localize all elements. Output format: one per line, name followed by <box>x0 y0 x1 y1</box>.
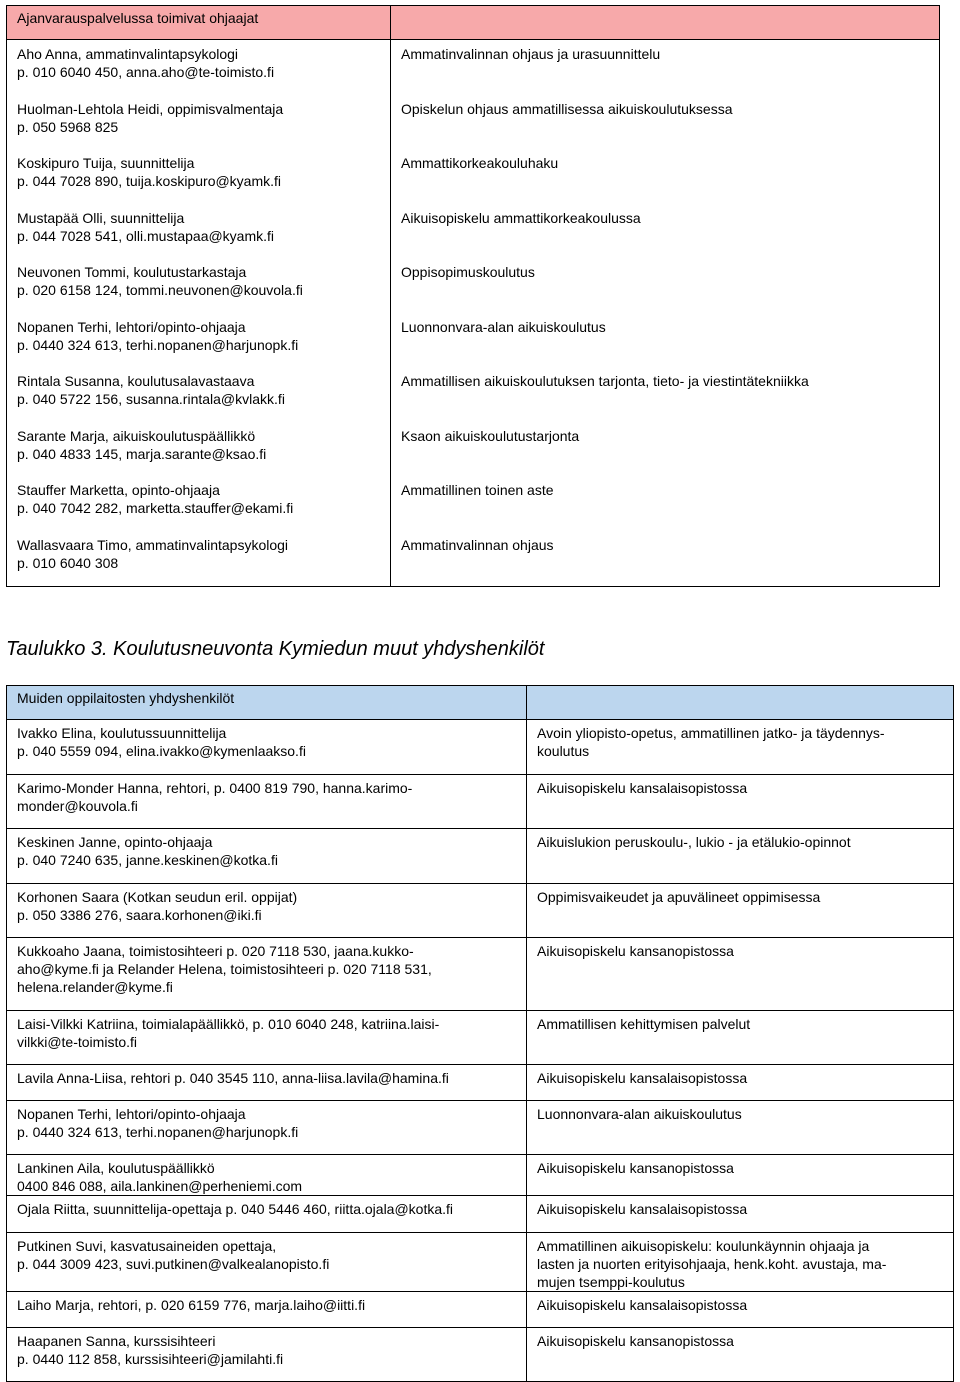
institution-topic-cell <box>527 720 954 775</box>
advisors-topics-cell <box>391 40 940 587</box>
institution-contact-cell <box>7 1292 527 1328</box>
other-institutions-header-right <box>527 686 954 720</box>
table-row <box>7 720 954 775</box>
institution-topic: Aikuislukion peruskoulu-, lukio - ja etälukio-opinnot <box>537 834 851 850</box>
institution-topic-cell <box>527 884 954 938</box>
advisor-contact: Rintala Susanna, koulutusalavastaava p. 040 5722 156, susanna.rintala@kvlakk.fi <box>17 373 285 407</box>
institution-contact-cell <box>7 1065 527 1101</box>
institution-contact-cell <box>7 1011 527 1065</box>
institution-contact-cell <box>7 1328 527 1382</box>
institution-topic: Aikuisopiskelu kansanopistossa <box>537 1333 734 1349</box>
advisor-topic: Luonnonvara-alan aikuiskoulutus <box>401 318 606 335</box>
institution-topic: Aikuisopiskelu kansalaisopistossa <box>537 780 748 796</box>
institution-contact-cell <box>7 1155 527 1196</box>
advisor-contact: Nopanen Terhi, lehtori/opinto-ohjaaja p. 0440 324 613, terhi.nopanen@harjunopk.fi <box>17 318 299 353</box>
table-row <box>7 775 954 829</box>
advisors-table <box>6 5 940 587</box>
advisor-topic: Ammatillisen aikuiskoulutuksen tarjonta, tieto- ja viestintätekniikka <box>401 373 809 389</box>
table-row <box>7 1328 954 1382</box>
advisor-topic: Aikuisopiskelu ammattikorkeakoulussa <box>401 209 641 226</box>
institution-contact: Korhonen Saara (Kotkan seudun eril. oppijat) p. 050 3386 276, saara.korhonen@iki.fi <box>17 889 298 923</box>
institution-topic-cell <box>527 938 954 1011</box>
table-row <box>7 1155 954 1196</box>
table-row <box>7 1011 954 1065</box>
advisor-topic: Ammatillinen toinen aste <box>401 482 554 498</box>
table-row <box>7 884 954 938</box>
institution-contact: Haapanen Sanna, kurssisihteeri p. 0440 112 858, kurssisihteeri@jamilahti.fi <box>17 1333 284 1367</box>
table-row <box>7 1101 954 1155</box>
institution-topic: Avoin yliopisto-opetus, ammatillinen jatko- ja täydennys- koulutus <box>537 725 885 759</box>
table-row <box>7 1233 954 1292</box>
advisors-header-left: Ajanvarauspalvelussa toimivat ohjaajat <box>7 6 391 40</box>
institution-contact: Keskinen Janne, opinto-ohjaaja p. 040 7240 635, janne.keskinen@kotka.fi <box>17 834 278 868</box>
table-row <box>7 829 954 884</box>
institution-contact-cell <box>7 720 527 775</box>
institution-topic: Ammatillinen aikuisopiskelu: koulunkäynnin ohjaaja ja lasten ja nuorten erityisohjaaja, henk.koht. avustaja, ma- mujen tsemppi-koulutus <box>537 1238 887 1290</box>
advisor-contact: Sarante Marja, aikuiskoulutuspäällikkö p. 040 4833 145, marja.sarante@ksao.fi <box>17 427 267 462</box>
institution-topic-cell <box>527 1292 954 1328</box>
institution-contact: Ivakko Elina, koulutussuunnittelija p. 040 5559 094, elina.ivakko@kymenlaakso.fi <box>17 725 306 759</box>
institution-contact: Putkinen Suvi, kasvatusaineiden opettaja, p. 044 3009 423, suvi.putkinen@valkealanopisto.fi <box>17 1238 330 1272</box>
advisor-topic: Opiskelun ohjaus ammatillisessa aikuiskoulutuksessa <box>401 100 733 117</box>
advisors-table-header <box>7 6 940 40</box>
institution-contact-cell <box>7 775 527 829</box>
advisors-table-body <box>7 40 940 587</box>
institution-topic-cell <box>527 1065 954 1101</box>
institution-contact-cell <box>7 1233 527 1292</box>
advisor-contact: Neuvonen Tommi, koulutustarkastaja p. 020 6158 124, tommi.neuvonen@kouvola.fi <box>17 264 303 298</box>
table-caption: Taulukko 3. Koulutusneuvonta Kymiedun muut yhdyshenkilöt <box>6 638 545 660</box>
institution-topic-cell <box>527 1155 954 1196</box>
advisor-contact: Aho Anna, ammatinvalintapsykologi p. 010 6040 450, anna.aho@te-toimisto.fi <box>17 46 275 80</box>
table-row <box>7 1292 954 1328</box>
advisor-topic: Ammatinvalinnan ohjaus ja urasuunnittelu <box>401 46 661 62</box>
institution-contact-cell <box>7 1196 527 1233</box>
advisor-topic: Oppisopimuskoulutus <box>401 264 535 280</box>
institution-topic: Aikuisopiskelu kansalaisopistossa <box>537 1201 748 1217</box>
institution-topic-cell <box>527 1011 954 1065</box>
advisor-contact: Huolman-Lehtola Heidi, oppimisvalmentaja p. 050 5968 825 <box>17 100 284 135</box>
institution-topic: Aikuisopiskelu kansanopistossa <box>537 943 734 959</box>
institution-topic: Luonnonvara-alan aikuiskoulutus <box>537 1106 742 1122</box>
table-row <box>7 938 954 1011</box>
institution-topic-cell <box>527 775 954 829</box>
advisor-topic: Ksaon aikuiskoulutustarjonta <box>401 427 580 444</box>
table-row <box>7 1065 954 1101</box>
institution-contact: Laiho Marja, rehtori, p. 020 6159 776, marja.laiho@iitti.fi <box>17 1297 366 1313</box>
institution-contact: Karimo-Monder Hanna, rehtori, p. 0400 819 790, hanna.karimo- monder@kouvola.fi <box>17 780 413 814</box>
advisor-contact: Wallasvaara Timo, ammatinvalintapsykologi p. 010 6040 308 <box>17 536 289 571</box>
advisors-header-right <box>391 6 940 40</box>
institution-contact: Lankinen Aila, koulutuspäällikkö 0400 846 088, aila.lankinen@perheniemi.com <box>17 1160 303 1194</box>
other-institutions-header-left: Muiden oppilaitosten yhdyshenkilöt <box>7 686 527 720</box>
institution-contact-cell <box>7 829 527 884</box>
institution-contact: Ojala Riitta, suunnittelija-opettaja p. 040 5446 460, riitta.ojala@kotka.fi <box>17 1201 454 1217</box>
institution-contact: Lavila Anna-Liisa, rehtori p. 040 3545 110, anna-liisa.lavila@hamina.fi <box>17 1070 449 1086</box>
advisor-contact: Koskipuro Tuija, suunnittelija p. 044 7028 890, tuija.koskipuro@kyamk.fi <box>17 155 282 189</box>
institution-contact-cell <box>7 1101 527 1155</box>
advisor-topic: Ammattikorkeakouluhaku <box>401 155 559 171</box>
other-institutions-header <box>7 686 954 720</box>
institution-topic: Oppimisvaikeudet ja apuvälineet oppimisessa <box>537 889 821 905</box>
other-institutions-table <box>6 685 954 1382</box>
institution-contact: Kukkoaho Jaana, toimistosihteeri p. 020 7118 530, jaana.kukko- aho@kyme.fi ja Relander Helena, toimistosihteeri p. 020 7118 531, helena.relander@kyme.fi <box>17 943 432 995</box>
institution-topic-cell <box>527 1196 954 1233</box>
institution-topic-cell <box>527 1233 954 1292</box>
institution-contact: Nopanen Terhi, lehtori/opinto-ohjaaja p. 0440 324 613, terhi.nopanen@harjunopk.fi <box>17 1106 299 1140</box>
advisor-topic: Ammatinvalinnan ohjaus <box>401 536 554 553</box>
institution-contact-cell <box>7 938 527 1011</box>
table-row <box>7 1196 954 1233</box>
advisor-contact: Stauffer Marketta, opinto-ohjaaja p. 040 7042 282, marketta.stauffer@ekami.fi <box>17 482 294 516</box>
institution-contact: Laisi-Vilkki Katriina, toimialapäällikkö, p. 010 6040 248, katriina.laisi- vilkki@te-toimisto.fi <box>17 1016 440 1050</box>
institution-topic: Aikuisopiskelu kansalaisopistossa <box>537 1070 748 1086</box>
institution-topic-cell <box>527 829 954 884</box>
advisor-contact: Mustapää Olli, suunnittelija p. 044 7028 541, olli.mustapaa@kyamk.fi <box>17 209 275 244</box>
institution-topic: Aikuisopiskelu kansalaisopistossa <box>537 1297 748 1313</box>
institution-topic: Ammatillisen kehittymisen palvelut <box>537 1016 751 1032</box>
institution-topic: Aikuisopiskelu kansanopistossa <box>537 1160 734 1176</box>
advisors-contacts-cell <box>7 40 391 587</box>
institution-topic-cell <box>527 1101 954 1155</box>
institution-contact-cell <box>7 884 527 938</box>
institution-topic-cell <box>527 1328 954 1382</box>
